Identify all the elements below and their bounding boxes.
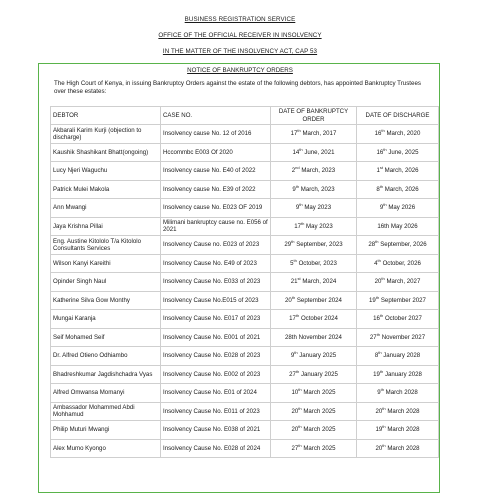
discharge-day-suffix: th: [378, 350, 382, 356]
discharge-month-year: November 2027: [380, 333, 426, 341]
discharge-day: 28: [368, 241, 376, 249]
order-day: 20: [291, 426, 299, 434]
table-row: [51, 347, 439, 366]
order-date-cell: [271, 180, 357, 199]
discharge-date-cell: [357, 421, 439, 440]
col-order-date: DATE OF BANKRUPTCY ORDER: [271, 107, 357, 125]
discharge-day-suffix: th: [375, 294, 380, 300]
debtor-name: Patrick Mulei Makola: [53, 185, 110, 193]
debtor-cell: [51, 143, 161, 162]
discharge-date-cell: [357, 273, 439, 292]
discharge-date-cell: [357, 328, 439, 347]
table-row: [51, 365, 439, 384]
case-number: Insolvency cause No. E023 OF 2019: [163, 204, 263, 212]
debtor-name: Alfred Omwansa Momanyi: [53, 389, 125, 397]
case-number: Insolvency Cause No. E01 of 2024: [163, 389, 257, 397]
order-day: 9: [295, 204, 300, 212]
case-number: Insolvency Cause No. E038 of 2021: [163, 426, 261, 434]
table-row: [51, 328, 439, 347]
case-number: Insolvency Cause No.E015 of 2023: [163, 296, 259, 304]
order-day: 10: [291, 389, 299, 397]
debtor-name: Jaya Krishna Pillai: [53, 222, 103, 230]
discharge-date-cell: [357, 384, 439, 403]
order-date-cell: [271, 384, 357, 403]
debtor-name: Ann Mwangi: [53, 204, 87, 212]
order-date-cell: [271, 199, 357, 218]
discharge-date-cell: [357, 217, 439, 236]
order-day: 20: [285, 296, 292, 304]
case-cell: [161, 291, 271, 310]
table-row: [51, 273, 439, 292]
order-day: 9: [290, 352, 295, 360]
table-row: [51, 439, 439, 458]
case-cell: [161, 384, 271, 403]
order-date-cell: [271, 402, 357, 421]
order-month-year: May 2023: [302, 204, 332, 212]
table-row: [51, 384, 439, 403]
case-cell: [161, 180, 271, 199]
order-day: 29: [284, 241, 292, 249]
order-date-cell: [271, 254, 357, 273]
debtor-cell: [51, 125, 161, 144]
order-date-cell: [271, 162, 357, 181]
debtor-name: Dr. Alfred Otieno Odhiambo: [53, 352, 128, 360]
discharge-date-cell: [357, 236, 439, 255]
discharge-date-cell: [357, 402, 439, 421]
order-date-cell: [271, 273, 357, 292]
order-date-cell: [271, 347, 357, 366]
debtor-name: Lucy Njeri Waguchu: [53, 167, 108, 175]
discharge-day-suffix: th: [379, 313, 384, 319]
case-cell: [161, 199, 271, 218]
order-date-cell: [271, 236, 357, 255]
case-number: Insolvency Cause No. E49 of 2023: [163, 259, 257, 267]
table-row: [51, 236, 439, 255]
order-month-year: March, 2024: [300, 278, 337, 286]
debtor-name: Philip Muturi Mwangi: [53, 426, 110, 434]
order-month-year: March, 2017: [300, 130, 337, 138]
case-cell: [161, 162, 271, 181]
discharge-month-year: March 2028: [385, 407, 420, 415]
discharge-month-year: March 2028: [385, 426, 420, 434]
order-day-suffix: st: [297, 276, 301, 282]
discharge-day: 27: [369, 333, 377, 341]
header-line-1: BUSINESS REGISTRATION SERVICE: [184, 16, 296, 23]
discharge-month-year: October, 2026: [380, 259, 421, 267]
discharge-day: 1: [376, 167, 380, 175]
discharge-date-cell: [357, 365, 439, 384]
order-day-suffix: th: [295, 183, 300, 189]
discharge-month-year: January 2028: [383, 370, 422, 378]
header-line-2: OFFICE OF THE OFFICIAL RECEIVER IN INSOLVENCY: [158, 32, 322, 39]
case-cell: [161, 143, 271, 162]
order-date-cell: [271, 439, 357, 458]
debtor-cell: [51, 162, 161, 181]
discharge-date-cell: [357, 347, 439, 366]
debtor-name: Eng. Austine Kitololo T/a Kitololo Consultants Services: [53, 237, 141, 252]
case-cell: [161, 125, 271, 144]
case-number: Insolvency Cause No. E033 of 2023: [163, 278, 261, 286]
discharge-day-suffix: th: [382, 442, 386, 448]
discharge-day-suffix: th: [375, 239, 379, 245]
order-month-year: March 2025: [301, 407, 336, 415]
discharge-date-cell: [357, 310, 439, 329]
order-day: 17: [289, 315, 296, 323]
case-cell: [161, 254, 271, 273]
order-date-cell: [271, 143, 357, 162]
discharge-day-suffix: th: [376, 331, 381, 337]
discharge-day-suffix: th: [381, 276, 385, 282]
discharge-day: 8: [374, 352, 379, 360]
case-cell: [161, 273, 271, 292]
debtor-cell: [51, 347, 161, 366]
col-case-no: CASE NO.: [161, 107, 271, 125]
discharge-date-cell: [357, 291, 439, 310]
discharge-date-cell: [357, 180, 439, 199]
debtor-name: Akbarali Karim Kurji (objection to discharge): [53, 126, 142, 141]
table-header-row: [51, 107, 439, 125]
discharge-day-suffix: th: [377, 257, 381, 263]
order-day-suffix: th: [295, 313, 300, 319]
case-cell: [161, 310, 271, 329]
debtor-cell: [51, 421, 161, 440]
header-line-3: IN THE MATTER OF THE INSOLVENCY ACT, CAP 53: [162, 48, 318, 55]
order-month-year: March 2025: [301, 426, 336, 434]
order-day: 5: [290, 259, 294, 267]
table-row: [51, 180, 439, 199]
case-cell: [161, 365, 271, 384]
discharge-date-cell: [357, 254, 439, 273]
discharge-day: 9: [379, 204, 384, 212]
discharge-day-suffix: st: [379, 165, 383, 171]
order-month-year: October, 2023: [296, 259, 337, 267]
order-month-year: March 2025: [301, 444, 336, 452]
order-date-cell: [271, 125, 357, 144]
order-day-suffix: th: [298, 405, 302, 411]
table-row: [51, 402, 439, 421]
order-day: 17: [294, 222, 301, 230]
debtor-cell: [51, 402, 161, 421]
discharge-date-cell: [357, 439, 439, 458]
order-day-suffix: th: [298, 442, 302, 448]
case-number: Hccommbc E003 Of 2020: [163, 148, 233, 156]
discharge-date-cell: [357, 143, 439, 162]
debtor-cell: [51, 365, 161, 384]
debtor-cell: [51, 384, 161, 403]
order-day-suffix: th: [299, 202, 303, 208]
discharge-date-cell: [357, 125, 439, 144]
col-debtor: DEBTOR: [51, 107, 161, 125]
case-cell: [161, 217, 271, 236]
order-date-cell: [271, 291, 357, 310]
order-day-suffix: nd: [295, 165, 300, 171]
table-row: [51, 310, 439, 329]
discharge-day: 9: [377, 389, 381, 397]
order-month-year: October 2024: [299, 315, 338, 323]
discharge-month-year: October 2027: [383, 315, 422, 323]
table-row: [51, 254, 439, 273]
discharge-day: 19: [375, 426, 383, 434]
order-day-suffix: th: [299, 146, 303, 152]
debtor-name: Opinder Singh Naul: [53, 278, 107, 286]
discharge-day: 4: [374, 259, 378, 267]
debtor-name: Seif Mohamed Seif: [53, 333, 105, 341]
order-date-cell: [271, 217, 357, 236]
order-month-year: January 2025: [299, 370, 338, 378]
order-day: 17: [290, 130, 298, 138]
debtor-cell: [51, 236, 161, 255]
order-day-suffix: th: [291, 294, 296, 300]
discharge-day-suffix: th: [382, 405, 386, 411]
discharge-day: 16: [376, 148, 384, 156]
case-number: Insolvency cause No. 12 of 2016: [163, 130, 252, 138]
discharge-month-year: March 2028: [385, 444, 420, 452]
case-number: Insolvency Cause No. E028 of 2024: [163, 444, 261, 452]
debtor-cell: [51, 439, 161, 458]
bankruptcy-table: [50, 106, 439, 458]
discharge-month-year: September, 2026: [378, 241, 427, 249]
table-row: [51, 217, 439, 236]
order-day-suffix: th: [298, 387, 302, 393]
order-month-year: March 2025: [301, 389, 336, 397]
order-month-year: June, 2021: [302, 148, 335, 156]
discharge-month-year: January 2028: [381, 352, 421, 360]
order-month-year: January 2025: [297, 352, 337, 360]
debtor-name: Bhadreshkumar Jagdishchadra Vyas: [53, 370, 153, 378]
order-day: 9: [292, 185, 296, 193]
col-discharge-date: DATE OF DISCHARGE: [357, 107, 439, 125]
discharge-date-cell: [357, 199, 439, 218]
debtor-cell: [51, 328, 161, 347]
order-day: 2: [291, 167, 296, 175]
order-day-suffix: th: [291, 239, 295, 245]
case-number: Insolvency Cause No. E011 of 2023: [163, 407, 260, 415]
discharge-day: 16: [373, 315, 380, 323]
table-row: [51, 125, 439, 144]
debtor-name: Wilson Kanyi Kareithi: [53, 259, 111, 267]
discharge-month-year: June, 2025: [386, 148, 419, 156]
order-month-year: May 2023: [304, 222, 333, 230]
discharge-month-year: 16th May 2026: [377, 222, 418, 230]
notice-intro: The High Court of Kenya, in issuing Bankruptcy Orders against the estate of the following debtors, has appointed Bankruptcy Trustees over these estates:: [54, 80, 421, 95]
discharge-day-suffix: th: [381, 128, 385, 134]
discharge-month-year: March, 2027: [384, 278, 421, 286]
order-day: 27: [289, 370, 296, 378]
table-row: [51, 199, 439, 218]
case-number: Insolvency cause No. E40 of 2022: [163, 167, 256, 175]
order-day-suffix: th: [297, 128, 301, 134]
order-month-year: March, 2023: [299, 167, 336, 175]
discharge-month-year: September 2027: [379, 296, 426, 304]
debtor-cell: [51, 199, 161, 218]
discharge-month-year: March, 2026: [383, 185, 419, 193]
discharge-day: 20: [375, 444, 383, 452]
table-row: [51, 291, 439, 310]
case-cell: [161, 421, 271, 440]
order-day-suffix: th: [298, 424, 302, 430]
table-row: [51, 143, 439, 162]
discharge-date-cell: [357, 162, 439, 181]
debtor-cell: [51, 291, 161, 310]
case-cell: [161, 328, 271, 347]
discharge-day: 20: [374, 278, 382, 286]
discharge-day: 19: [369, 296, 376, 304]
debtor-name: Mungai Karanja: [53, 315, 96, 323]
case-cell: [161, 439, 271, 458]
order-month-year: September, 2023: [294, 241, 343, 249]
discharge-day: 16: [374, 130, 382, 138]
discharge-day-suffix: th: [379, 183, 384, 189]
notice-title: NOTICE OF BANKRUPTCY ORDERS: [187, 67, 293, 74]
order-date-cell: [271, 421, 357, 440]
order-day-suffix: th: [293, 257, 297, 263]
table-row: [51, 162, 439, 181]
order-day: 14: [292, 148, 300, 156]
order-day: 27: [291, 444, 299, 452]
debtor-cell: [51, 180, 161, 199]
order-day-suffix: th: [295, 368, 300, 374]
discharge-month-year: March, 2020: [384, 130, 421, 138]
order-date-cell: [271, 310, 357, 329]
order-month-year: March, 2023: [299, 185, 335, 193]
table-body: [51, 125, 439, 458]
debtor-cell: [51, 310, 161, 329]
debtor-name: Ambassador Mohammed Abdi Mohhamud: [53, 404, 135, 419]
table-row: [51, 421, 439, 440]
discharge-day-suffix: th: [383, 146, 387, 152]
discharge-month-year: May 2026: [386, 204, 416, 212]
case-number: Insolvency cause No. E39 of 2022: [163, 185, 256, 193]
discharge-day: 8: [376, 185, 380, 193]
order-day-suffix: th: [294, 350, 298, 356]
case-number: Insolvency Cause No. E002 of 2023: [163, 370, 261, 378]
discharge-day: 20: [375, 407, 383, 415]
case-cell: [161, 347, 271, 366]
discharge-day-suffix: th: [380, 387, 384, 393]
discharge-day-suffix: th: [382, 424, 386, 430]
debtor-cell: [51, 217, 161, 236]
discharge-month-year: March, 2026: [382, 167, 419, 175]
debtor-name: Katherine Silva Gow Monthy: [53, 296, 130, 304]
order-day: 20: [291, 407, 299, 415]
order-month-year: 28th November 2024: [285, 333, 342, 341]
case-number: Milimani bankruptcy cause no. E056 of 2021: [163, 219, 268, 234]
discharge-day-suffix: th: [379, 368, 384, 374]
order-date-cell: [271, 365, 357, 384]
debtor-cell: [51, 254, 161, 273]
case-number: Insolvency Cause No. E028 of 2023: [163, 352, 261, 360]
discharge-day: 19: [373, 370, 380, 378]
debtor-name: Alex Mumo Kyongo: [53, 444, 106, 452]
order-day: 21: [290, 278, 298, 286]
case-cell: [161, 402, 271, 421]
case-number: Insolvency Cause No. E017 of 2023: [163, 315, 261, 323]
order-date-cell: [271, 328, 357, 347]
discharge-day-suffix: th: [383, 202, 387, 208]
order-day-suffix: th: [300, 220, 305, 226]
debtor-name: Kaushik Shashikant Bhatt(ongoing): [53, 148, 149, 156]
case-number: Insolvency Cause no. E023 of 2023: [163, 241, 260, 249]
order-month-year: September 2024: [295, 296, 342, 304]
case-number: Insolvency Cause No. E001 of 2021: [163, 333, 261, 341]
debtor-cell: [51, 273, 161, 292]
discharge-month-year: March 2028: [383, 389, 418, 397]
case-cell: [161, 236, 271, 255]
